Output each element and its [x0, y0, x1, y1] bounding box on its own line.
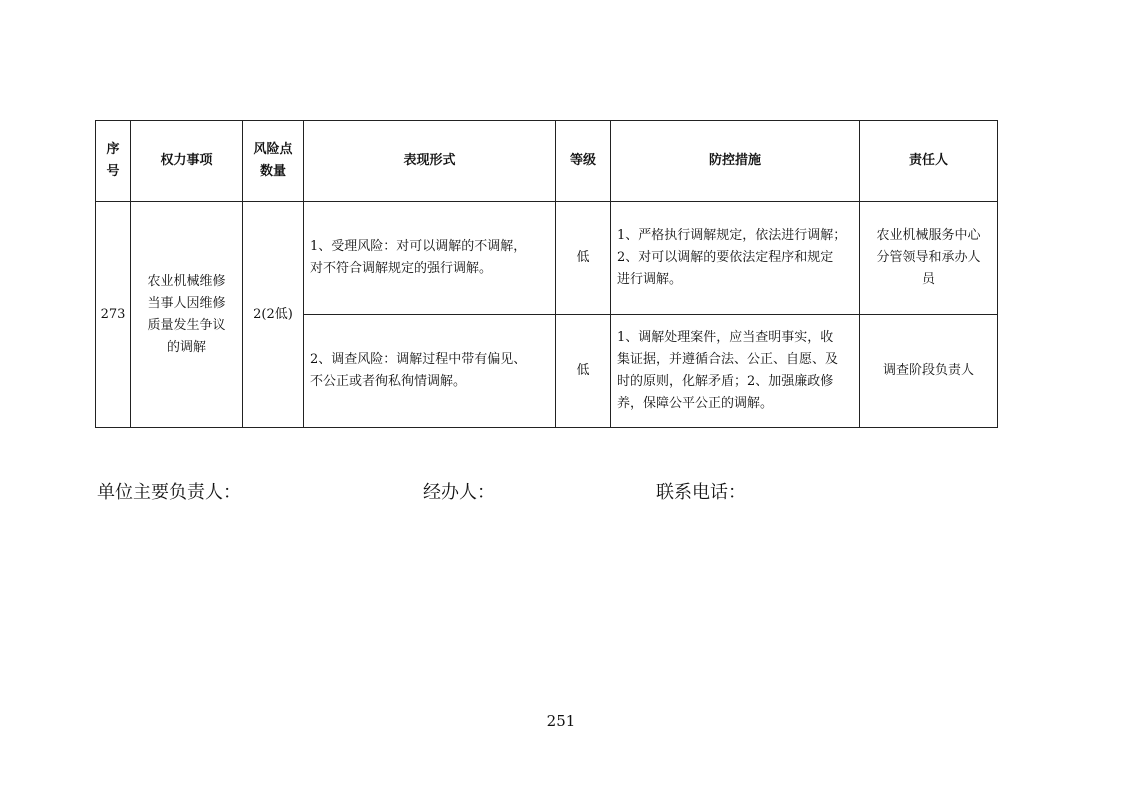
- cell-form: 1、受理风险：对可以调解的不调解， 对不符合调解规定的强行调解。: [304, 202, 556, 315]
- header-risk-count: 风险点 数量: [243, 121, 304, 202]
- header-measures: 防控措施: [611, 121, 860, 202]
- footer-phone-label: 联系电话：: [656, 482, 746, 503]
- cell-risk-count: 2(2低): [243, 202, 304, 428]
- cell-measures: 1、调解处理案件，应当查明事实，收 集证据，并遵循合法、公正、自愿、及 时的原则，化解矛盾；2、加强廉政修 养，保障公平公正的调解。: [611, 315, 860, 428]
- page-number: 251: [546, 712, 576, 730]
- header-power-item: 权力事项: [131, 121, 243, 202]
- table-header-row: [96, 121, 998, 202]
- cell-responsible: 农业机械服务中心 分管领导和承办人 员: [860, 202, 998, 315]
- footer-unit-head-label: 单位主要负责人：: [97, 482, 241, 503]
- cell-form: 2、调查风险：调解过程中带有偏见、 不公正或者徇私徇情调解。: [304, 315, 556, 428]
- cell-level: 低: [556, 202, 611, 315]
- header-seq: 序 号: [96, 121, 131, 202]
- header-responsible: 责任人: [860, 121, 998, 202]
- cell-power-item: 农业机械维修 当事人因维修 质量发生争议 的调解: [131, 202, 243, 428]
- footer-handler-label: 经办人：: [423, 482, 495, 503]
- risk-table: [95, 120, 998, 428]
- table-row: [96, 202, 998, 315]
- cell-level: 低: [556, 315, 611, 428]
- cell-seq: 273: [96, 202, 131, 428]
- cell-responsible: 调查阶段负责人: [860, 315, 998, 428]
- header-form: 表现形式: [304, 121, 556, 202]
- cell-measures: 1、严格执行调解规定，依法进行调解； 2、对可以调解的要依法定程序和规定 进行调解。: [611, 202, 860, 315]
- header-level: 等级: [556, 121, 611, 202]
